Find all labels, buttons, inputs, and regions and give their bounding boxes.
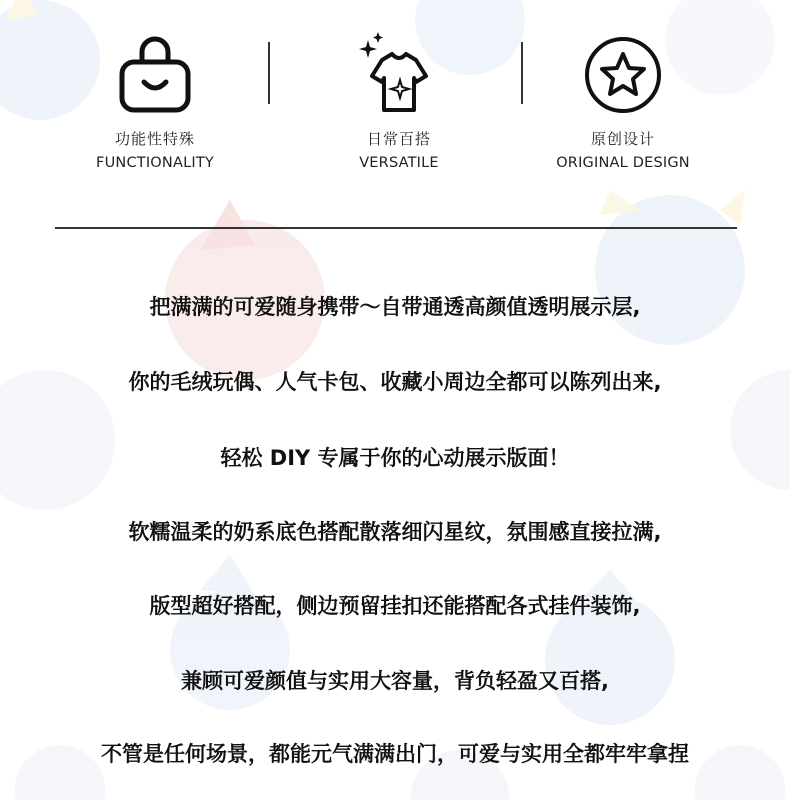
feature-label-en: ORIGINAL DESIGN bbox=[556, 155, 690, 171]
description-line: 你的毛绒玩偶、人气卡包、收藏小周边全都可以陈列出来, bbox=[128, 370, 662, 394]
feature-strip bbox=[0, 0, 790, 200]
feature-original-design bbox=[503, 0, 743, 200]
shopping-bag-smile-icon bbox=[110, 32, 200, 122]
horizontal-divider bbox=[55, 227, 737, 229]
description-line: 不管是任何场景，都能元气满满出门，可爱与实用全都牢牢拿捏 bbox=[101, 742, 689, 766]
feature-label-cn: 日常百搭 bbox=[366, 130, 431, 148]
star-circle-icon bbox=[578, 32, 668, 122]
sparkle-tshirt-icon bbox=[354, 32, 444, 122]
description-line: 版型超好搭配，侧边预留挂扣还能搭配各式挂件装饰, bbox=[149, 594, 641, 618]
feature-versatile bbox=[279, 0, 519, 200]
feature-label-en: VERSATILE bbox=[359, 155, 439, 171]
feature-functionality bbox=[35, 0, 275, 200]
vertical-divider bbox=[268, 42, 270, 104]
description-line: 软糯温柔的奶系底色搭配散落细闪星纹，氛围感直接拉满, bbox=[128, 520, 662, 544]
feature-label-cn: 原创设计 bbox=[590, 130, 655, 148]
description-line: 把满满的可爱随身携带～自带通透高颜值透明展示层, bbox=[149, 295, 641, 319]
feature-label-cn: 功能性特殊 bbox=[114, 130, 195, 148]
feature-label-en: FUNCTIONALITY bbox=[96, 155, 214, 171]
description-line: 轻松 DIY 专属于你的心动展示版面！ bbox=[220, 446, 570, 470]
description-line: 兼顾可爱颜值与实用大容量，背负轻盈又百搭, bbox=[181, 669, 609, 693]
